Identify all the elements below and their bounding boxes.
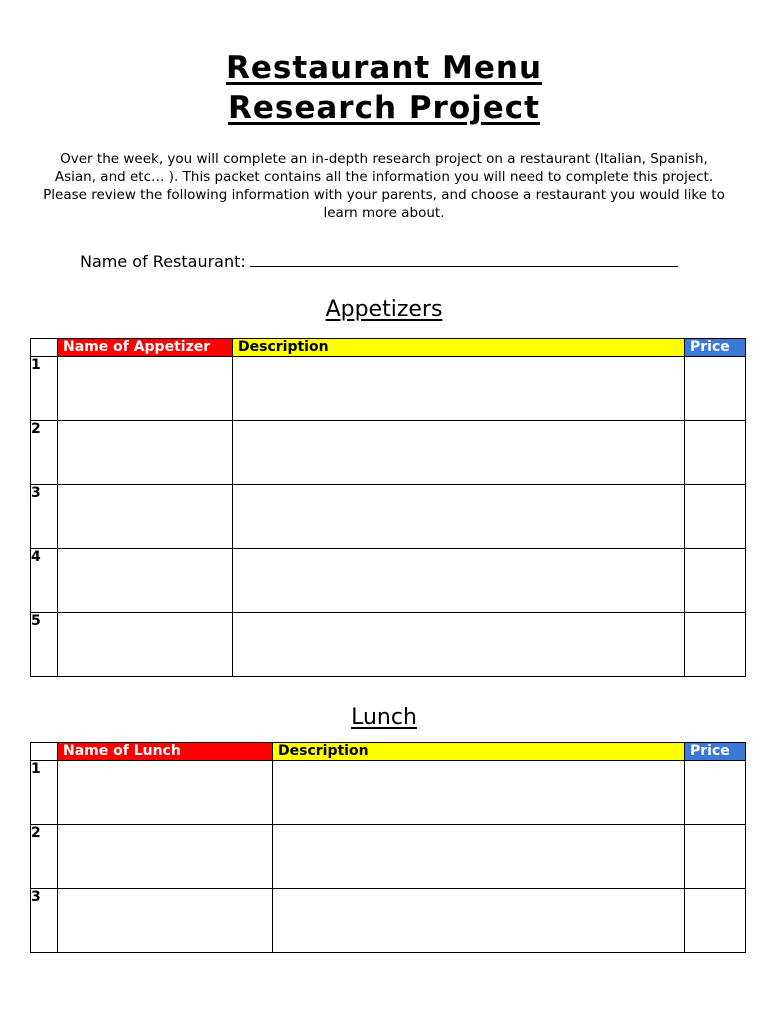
lunch-name-cell[interactable] xyxy=(58,825,273,889)
description-cell[interactable] xyxy=(273,761,685,825)
table-row xyxy=(31,485,746,549)
price-cell[interactable] xyxy=(685,613,746,677)
row-number: 3 xyxy=(31,485,58,549)
row-number: 3 xyxy=(31,889,58,953)
restaurant-name-label: Name of Restaurant: xyxy=(80,252,246,271)
appetizer-name-column-header: Name of Appetizer xyxy=(58,339,233,357)
restaurant-name-field xyxy=(80,251,678,273)
description-cell[interactable] xyxy=(233,421,685,485)
lunch-heading: Lunch xyxy=(351,705,417,730)
price-cell[interactable] xyxy=(685,485,746,549)
row-number: 1 xyxy=(31,357,58,421)
description-column-header: Description xyxy=(233,339,685,357)
appetizer-name-cell[interactable] xyxy=(58,421,233,485)
page-title-line-2: Research Project xyxy=(228,90,540,126)
table-row xyxy=(31,761,746,825)
description-cell[interactable] xyxy=(233,549,685,613)
table-row xyxy=(31,421,746,485)
number-column-header xyxy=(31,339,58,357)
lunch-name-cell[interactable] xyxy=(58,761,273,825)
price-cell[interactable] xyxy=(685,549,746,613)
price-cell[interactable] xyxy=(685,357,746,421)
page-title-line-1: Restaurant Menu xyxy=(225,50,543,86)
price-cell[interactable] xyxy=(685,889,746,953)
table-row xyxy=(31,889,746,953)
appetizer-name-cell[interactable] xyxy=(58,613,233,677)
intro-paragraph: Over the week, you will complete an in-depth research project on a restaurant (Italian, Spanish, Asian, and etc… ). This packet contains all the information you will need to complete this project. Please review the following information with your parents, and choose a restaurant you would like to learn more about. xyxy=(43,151,725,221)
row-number: 2 xyxy=(31,421,58,485)
row-number: 5 xyxy=(31,613,58,677)
price-cell[interactable] xyxy=(685,421,746,485)
description-cell[interactable] xyxy=(273,889,685,953)
row-number: 2 xyxy=(31,825,58,889)
table-header-row xyxy=(31,339,746,357)
row-number: 1 xyxy=(31,761,58,825)
description-column-header: Description xyxy=(273,743,685,761)
description-cell[interactable] xyxy=(233,357,685,421)
appetizers-heading: Appetizers xyxy=(325,297,443,322)
lunch-name-cell[interactable] xyxy=(58,889,273,953)
description-cell[interactable] xyxy=(233,613,685,677)
appetizers-table xyxy=(30,338,746,677)
price-cell[interactable] xyxy=(685,761,746,825)
price-column-header: Price xyxy=(685,339,746,357)
restaurant-name-blank xyxy=(250,252,678,267)
appetizer-name-cell[interactable] xyxy=(58,485,233,549)
appetizer-name-cell[interactable] xyxy=(58,549,233,613)
lunch-table xyxy=(30,742,746,953)
number-column-header xyxy=(31,743,58,761)
description-cell[interactable] xyxy=(233,485,685,549)
row-number: 4 xyxy=(31,549,58,613)
table-row xyxy=(31,825,746,889)
table-row xyxy=(31,357,746,421)
table-row xyxy=(31,549,746,613)
description-cell[interactable] xyxy=(273,825,685,889)
price-cell[interactable] xyxy=(685,825,746,889)
price-column-header: Price xyxy=(685,743,746,761)
table-header-row xyxy=(31,743,746,761)
table-row xyxy=(31,613,746,677)
appetizer-name-cell[interactable] xyxy=(58,357,233,421)
lunch-name-column-header: Name of Lunch xyxy=(58,743,273,761)
